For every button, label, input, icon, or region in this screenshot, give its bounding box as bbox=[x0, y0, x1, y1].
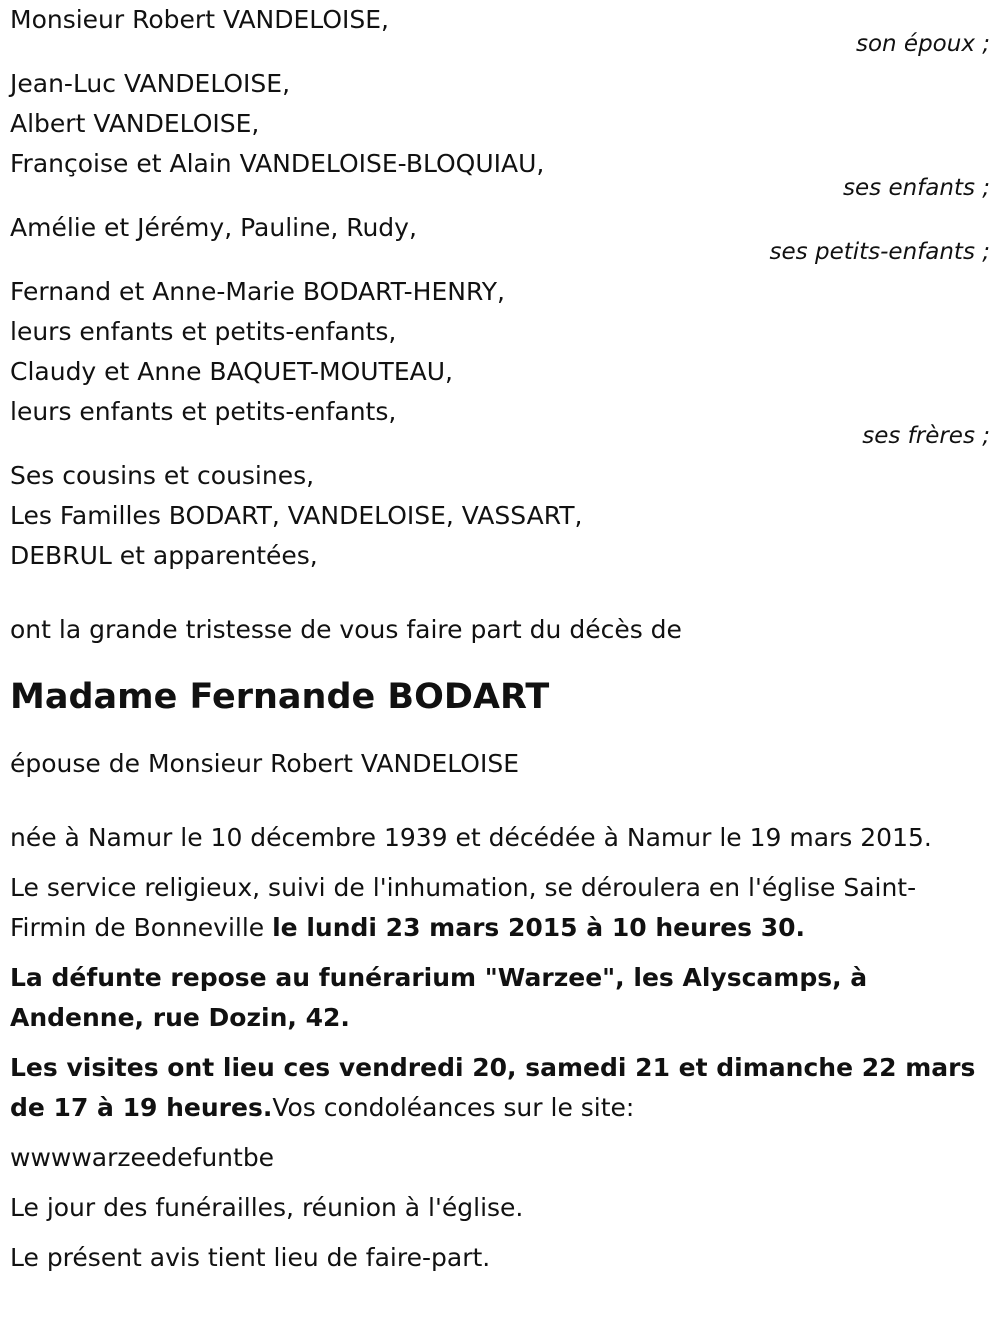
husband-block bbox=[10, 0, 990, 56]
children-role: ses enfants ; bbox=[843, 175, 990, 201]
deceased-name: Madame Fernande BODART bbox=[10, 677, 550, 717]
notice-info: Le présent avis tient lieu de faire-part. bbox=[10, 1243, 491, 1272]
child-name: Albert VANDELOISE, bbox=[10, 109, 260, 138]
husband-name: Monsieur Robert VANDELOISE, bbox=[10, 5, 390, 34]
visits-hours: Les visites ont lieu ces vendredi 20, samedi 21 et dimanche 22 mars de 17 à 19 heures. bbox=[10, 1053, 976, 1122]
service-paragraph bbox=[10, 868, 990, 948]
condolences-text: Vos condoléances sur le site: bbox=[272, 1093, 635, 1122]
service-text: Le service religieux, suivi de l'inhumation, se déroulera en l'église Saint-Firmin de Bonneville bbox=[10, 873, 917, 942]
service-date: le lundi 23 mars 2015 à 10 heures 30. bbox=[272, 913, 806, 942]
spouse-of: épouse de Monsieur Robert VANDELOISE bbox=[10, 749, 519, 778]
sibling-line: Fernand et Anne-Marie BODART-HENRY, bbox=[10, 277, 505, 306]
visits-paragraph bbox=[10, 1048, 990, 1128]
birth-death: née à Namur le 10 décembre 1939 et décédée à Namur le 19 mars 2015. bbox=[10, 823, 932, 852]
family-line: Les Familles BODART, VANDELOISE, VASSART, bbox=[10, 501, 583, 530]
family-line: Ses cousins et cousines, bbox=[10, 461, 315, 490]
sibling-line: leurs enfants et petits-enfants, bbox=[10, 317, 397, 346]
sibling-line: leurs enfants et petits-enfants, bbox=[10, 397, 397, 426]
children-block bbox=[10, 64, 990, 200]
grandchildren-names: Amélie et Jérémy, Pauline, Rudy, bbox=[10, 213, 417, 242]
meeting-info: Le jour des funérailles, réunion à l'église. bbox=[10, 1193, 524, 1222]
sibling-line: Claudy et Anne BAQUET-MOUTEAU, bbox=[10, 357, 453, 386]
siblings-role: ses frères ; bbox=[862, 423, 990, 449]
child-name: Françoise et Alain VANDELOISE-BLOQUIAU, bbox=[10, 149, 545, 178]
announcement: ont la grande tristesse de vous faire part du décès de bbox=[10, 615, 682, 644]
family-block bbox=[10, 456, 990, 576]
funeral-home: La défunte repose au funérarium "Warzee", les Alyscamps, à Andenne, rue Dozin, 42. bbox=[10, 963, 868, 1032]
grandchildren-block bbox=[10, 208, 990, 264]
husband-role: son époux ; bbox=[855, 31, 990, 57]
family-line: DEBRUL et apparentées, bbox=[10, 541, 318, 570]
website-link[interactable]: wwwwarzeedefuntbe bbox=[10, 1143, 275, 1172]
siblings-block bbox=[10, 272, 990, 448]
grandchildren-role: ses petits-enfants ; bbox=[769, 239, 990, 265]
child-name: Jean-Luc VANDELOISE, bbox=[10, 69, 291, 98]
